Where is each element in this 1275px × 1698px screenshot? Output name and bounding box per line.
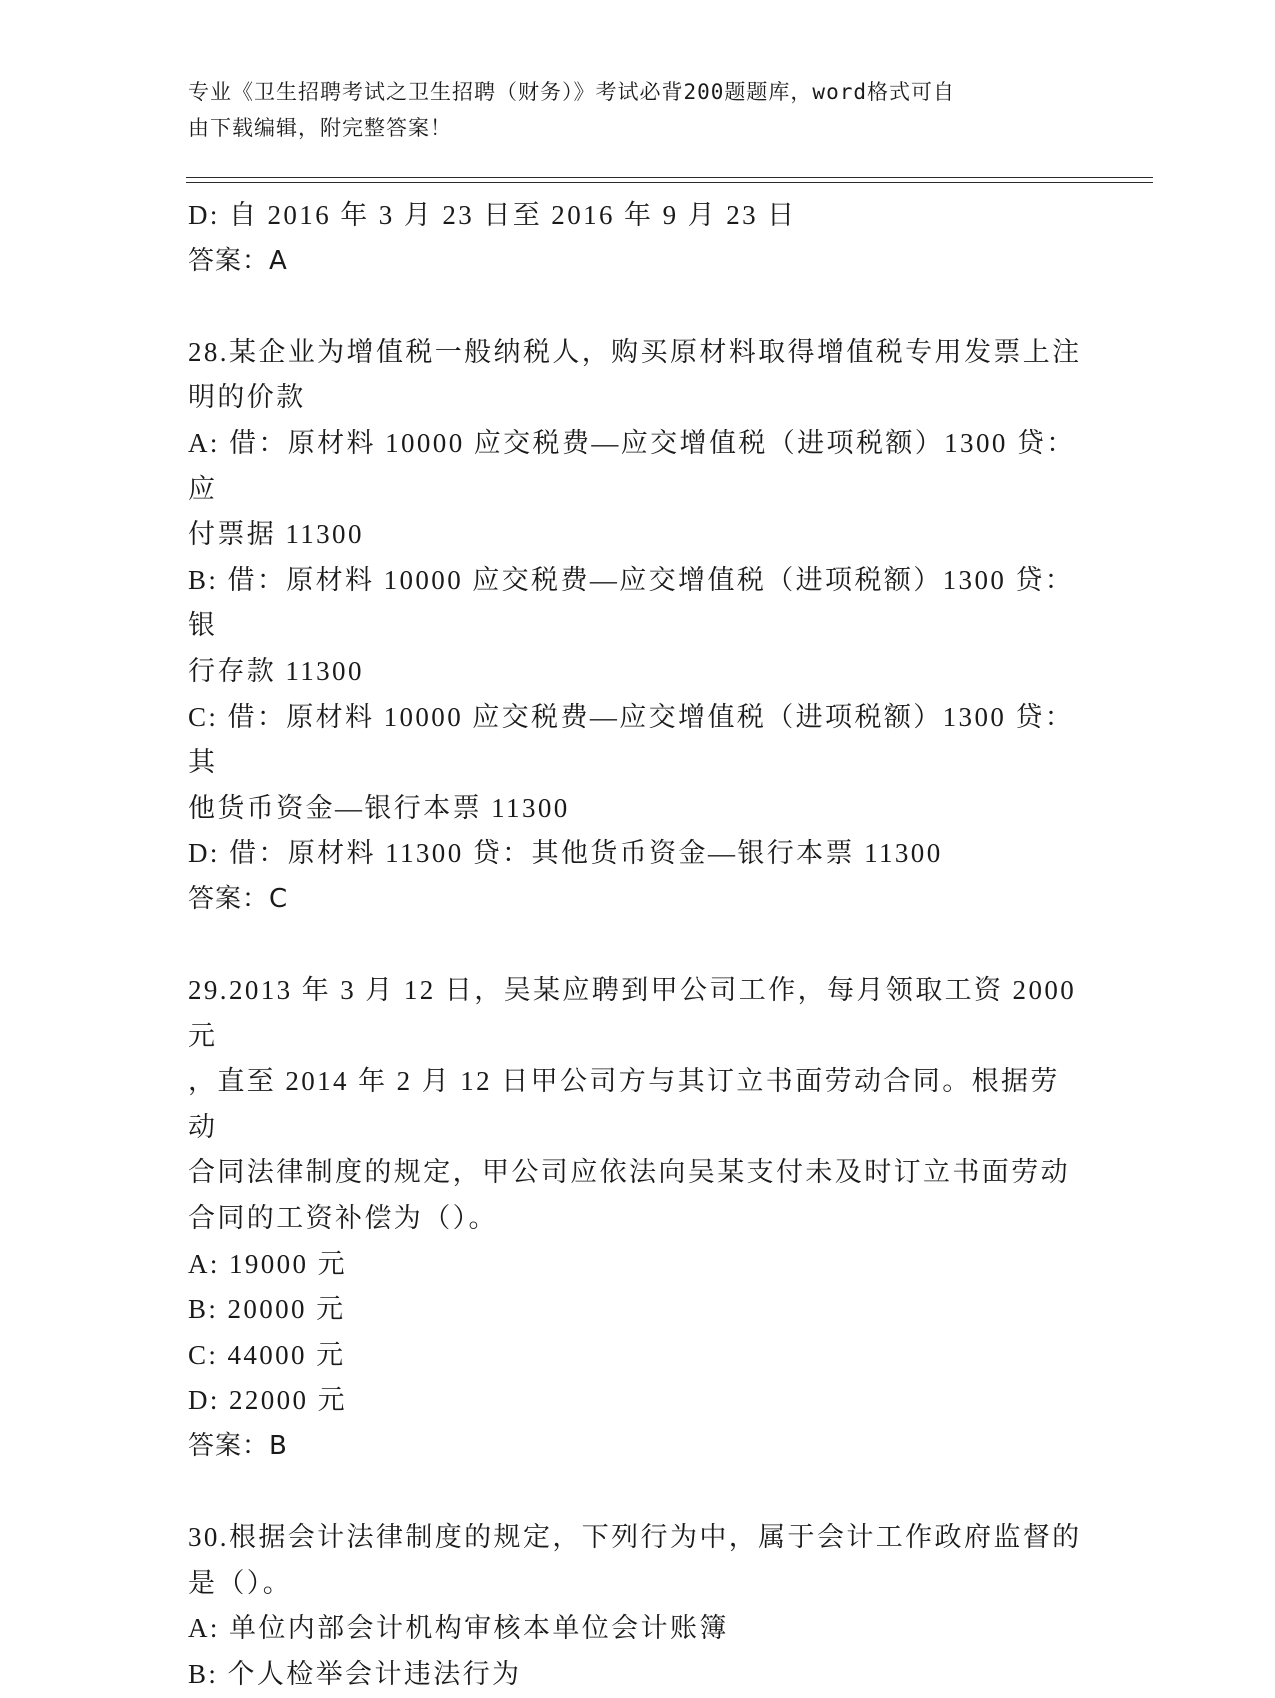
- q29-stem-line-4: 合同的工资补偿为（）。: [188, 1203, 498, 1234]
- q28-option-d: D: 借：原材料 11300 贷：其他货币资金—银行本票 11300: [188, 838, 943, 869]
- spacer: [188, 923, 1088, 969]
- spacer: [188, 1470, 1088, 1516]
- q28-option-c-line-2: 他货币资金—银行本票 11300: [188, 792, 570, 823]
- q29-option-c: C: 44000 元: [188, 1339, 346, 1370]
- header-divider-bottom: [186, 182, 1153, 183]
- document-header: [188, 74, 1068, 146]
- prev-answer: 答案：A: [188, 245, 288, 276]
- header-divider-top: [186, 177, 1153, 178]
- q29-option-b: B: 20000 元: [188, 1294, 346, 1325]
- q28-option-a-line-2: 付票据 11300: [188, 519, 364, 550]
- q28-stem-line-2: 明的价款: [188, 382, 306, 413]
- q29-answer: 答案：B: [188, 1431, 288, 1462]
- q29-stem-line-3: 合同法律制度的规定，甲公司应依法向吴某支付未及时订立书面劳动: [188, 1157, 1070, 1188]
- q28-answer: 答案：C: [188, 883, 289, 914]
- q28-stem-line-1: 28.某企业为增值税一般纳税人，购买原材料取得增值税专用发票上注: [188, 336, 1082, 367]
- spacer: [188, 284, 1088, 330]
- q30-stem-line-2: 是（）。: [188, 1567, 293, 1598]
- prev-option-d: D: 自 2016 年 3 月 23 日至 2016 年 9 月 23 日: [188, 200, 797, 230]
- q28-option-b-line-1: B: 借：原材料 10000 应交税费—应交增值税（进项税额）1300 贷：银: [188, 564, 1075, 641]
- q29-option-a: A: 19000 元: [188, 1248, 347, 1279]
- q29-stem-line-2: ，直至 2014 年 2 月 12 日甲公司方与其订立书面劳动合同。根据劳动: [188, 1066, 1060, 1142]
- question-content: [188, 193, 1088, 1698]
- header-line-2: 由下载编辑，附完整答案！: [188, 116, 452, 140]
- q29-option-d: D: 22000 元: [188, 1385, 347, 1416]
- q30-stem-line-1: 30.根据会计法律制度的规定，下列行为中，属于会计工作政府监督的: [188, 1522, 1082, 1553]
- q30-option-b: B: 个人检举会计违法行为: [188, 1659, 522, 1689]
- q30-option-a: A: 单位内部会计机构审核本单位会计账簿: [188, 1613, 729, 1644]
- q28-option-a-line-1: A: 借：原材料 10000 应交税费—应交增值税（进项税额）1300 贷：应: [188, 427, 1076, 504]
- q29-stem-line-1: 29.2013 年 3 月 12 日，吴某应聘到甲公司工作，每月领取工资 2000 元: [188, 975, 1086, 1051]
- header-line-1: 专业《卫生招聘考试之卫生招聘（财务）》考试必背200题题库，word格式可自: [188, 80, 955, 104]
- q28-option-b-line-2: 行存款 11300: [188, 655, 364, 686]
- q28-option-c-line-1: C: 借：原材料 10000 应交税费—应交增值税（进项税额）1300 贷：其: [188, 701, 1075, 778]
